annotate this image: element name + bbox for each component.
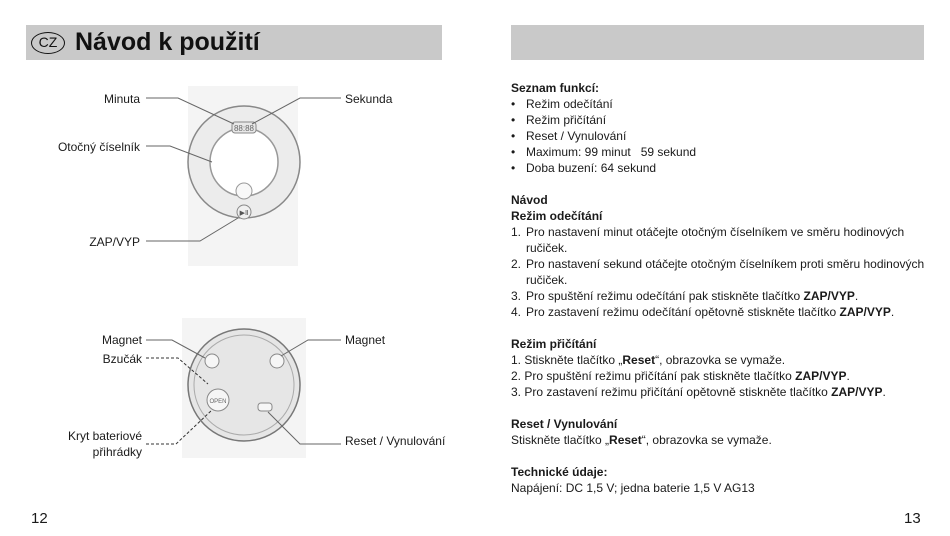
reset-button [258, 403, 272, 411]
section-title-tech: Technické údaje: [511, 465, 608, 479]
countdown-step: 4. Pro zastavení režimu odečítání opětovně stiskněte tlačítko ZAP/VYP. [511, 305, 895, 319]
countdown-step: 3. Pro spuštění režimu odečítání pak stiskněte tlačítko ZAP/VYP. [511, 289, 859, 303]
label-zap-vyp: ZAP/VYP [89, 235, 140, 249]
display-digits: 88:88 [233, 124, 255, 133]
language-badge: CZ [31, 32, 65, 54]
feature-item: • Maximum: 99 minut 59 sekund [511, 144, 931, 160]
label-bzucak: Bzučák [102, 352, 142, 366]
page-title: Návod k použití [75, 28, 260, 56]
timer-front-diagram [146, 86, 341, 266]
timer-back-diagram [146, 318, 341, 458]
feature-item: • Režim přičítání [511, 112, 931, 128]
countup-step: 1. Stiskněte tlačítko „Reset“, obrazovka se vymaže. [511, 353, 786, 367]
feature-list [511, 96, 931, 176]
reset-text: Stiskněte tlačítko „Reset“, obrazovka se vymaže. [511, 433, 772, 447]
label-magnet-right: Magnet [345, 333, 386, 347]
battery-cover-mark: OPEN [209, 399, 227, 405]
section-title-pricitani: Režim přičítání [511, 337, 597, 351]
feature-item: • Doba buzení: 64 sekund [511, 160, 931, 176]
countdown-step: 1. Pro nastavení minut otáčejte otočným číselníkem ve směru hodinových ručiček. [511, 225, 905, 255]
magnet-right [270, 354, 284, 368]
label-kryt-line1: Kryt bateriové [67, 429, 142, 443]
section-title-funkce: Seznam funkcí: [511, 81, 600, 95]
feature-item: • Režim odečítání [511, 96, 931, 112]
dial-button [236, 183, 252, 199]
countdown-steps [511, 224, 931, 320]
label-otocny-ciselnik: Otočný číselník [57, 140, 140, 154]
countup-step: 3. Pro zastavení režimu přičítání opětovně stiskněte tlačítko ZAP/VYP. [511, 385, 886, 399]
label-minuta: Minuta [103, 92, 140, 106]
countup-step: 2. Pro spuštění režimu přičítání pak stiskněte tlačítko ZAP/VYP. [511, 369, 850, 383]
page-number-right: 13 [904, 510, 921, 527]
section-title-navod: Návod [511, 193, 548, 207]
tech-text: Napájení: DC 1,5 V; jedna baterie 1,5 V AG13 [511, 481, 755, 495]
label-kryt-line2: přihrádky [92, 445, 142, 459]
magnet-left [205, 354, 219, 368]
instructions-column [511, 80, 931, 496]
label-sekunda: Sekunda [345, 92, 393, 106]
label-magnet-left: Magnet [101, 333, 142, 347]
section-title-reset: Reset / Vynulování [511, 417, 618, 431]
section-title-odecitani: Režim odečítání [511, 209, 603, 223]
play-pause-icon: ▶Ⅱ [239, 210, 249, 217]
countdown-step: 2. Pro nastavení sekund otáčejte otočným číselníkem proti směru hodinových ručiček. [511, 257, 925, 287]
page-number-left: 12 [31, 510, 48, 527]
feature-item: • Reset / Vynulování [511, 128, 931, 144]
timer-back-body [188, 329, 300, 441]
label-reset: Reset / Vynulování [345, 434, 446, 448]
